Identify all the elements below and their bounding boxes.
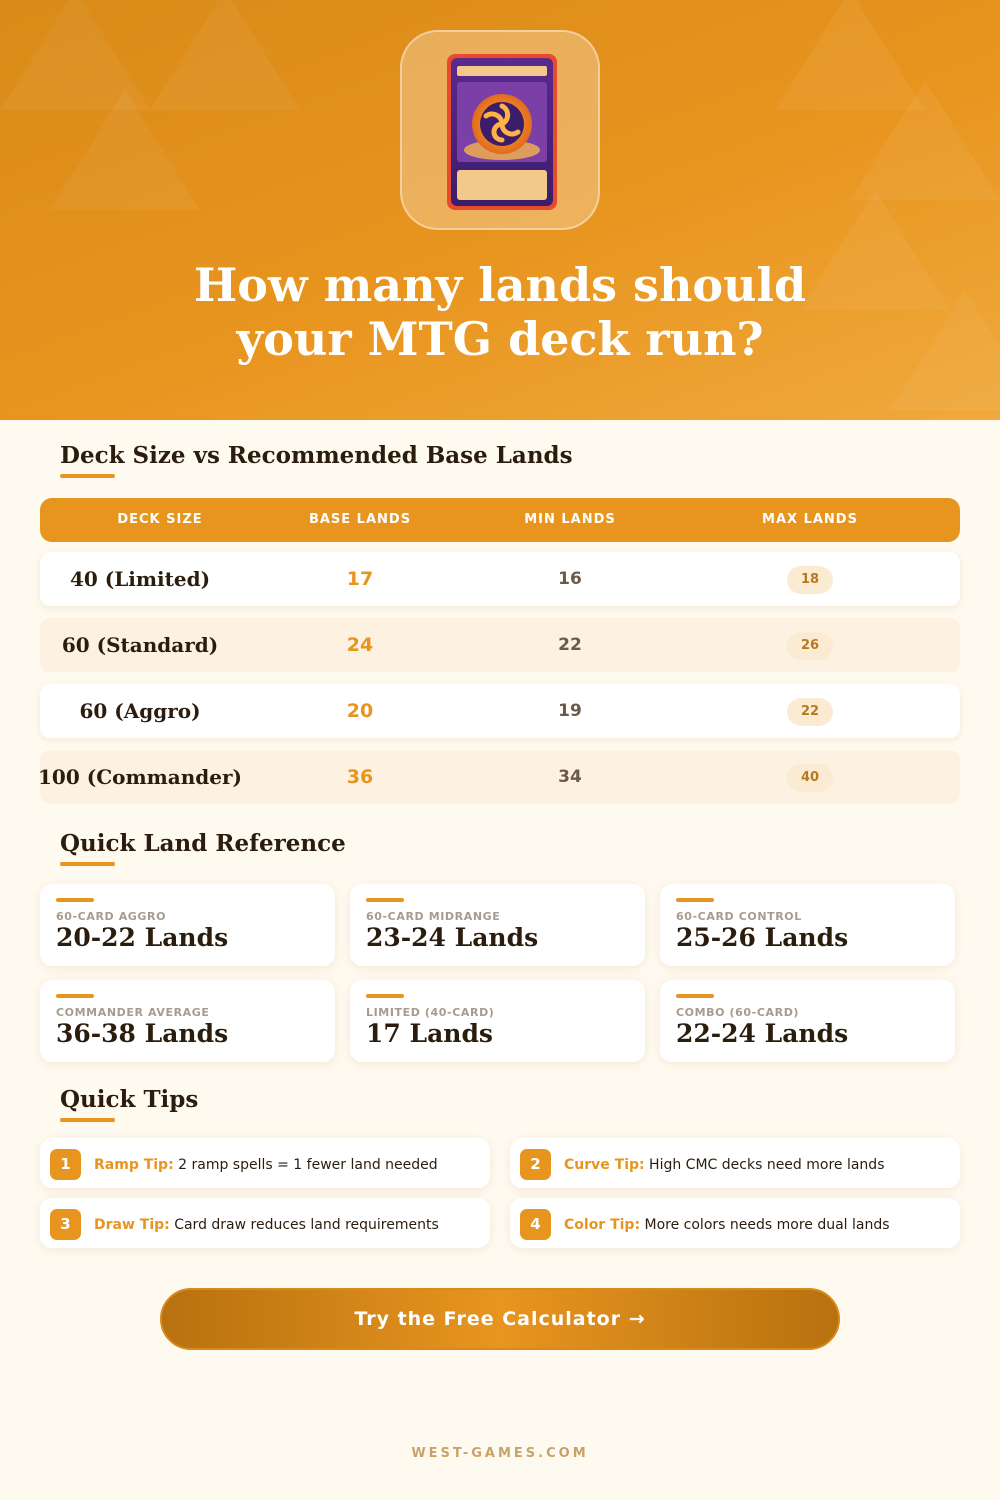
section-underline: [60, 1118, 115, 1122]
tip-item: [40, 1198, 490, 1248]
card-label: COMBO (60-CARD): [676, 1006, 800, 1019]
card-label: LIMITED (40-CARD): [366, 1006, 495, 1019]
cell-deck-size: 100 (Commander): [38, 765, 242, 789]
tip-item: [510, 1138, 960, 1188]
card-label: COMMANDER AVERAGE: [56, 1006, 210, 1019]
table-row: [40, 618, 960, 672]
tip-item: [510, 1198, 960, 1248]
card-value: 36-38 Lands: [56, 1019, 229, 1048]
card-value: 23-24 Lands: [366, 923, 539, 952]
cell-min-lands: 22: [558, 635, 582, 655]
tip-label: Ramp Tip:: [94, 1157, 174, 1173]
card-accent-bar: [676, 898, 714, 902]
cell-min-lands: 16: [558, 569, 582, 589]
tip-item: [40, 1138, 490, 1188]
card-value: 25-26 Lands: [676, 923, 849, 952]
reference-card: [660, 980, 955, 1062]
tips-section-title: Quick Tips: [60, 1086, 199, 1113]
cell-max-lands-badge: 22: [787, 698, 833, 726]
card-value: 22-24 Lands: [676, 1019, 849, 1048]
card-accent-bar: [366, 898, 404, 902]
card-label: 60-CARD AGGRO: [56, 910, 167, 923]
card-label: 60-CARD MIDRANGE: [366, 910, 501, 923]
table-row: [40, 684, 960, 738]
card-accent-bar: [366, 994, 404, 998]
tip-text: Card draw reduces land requirements: [169, 1217, 439, 1233]
decor-triangle: [890, 290, 1000, 410]
mtg-card-icon: [402, 32, 602, 232]
tip-number-badge: 3: [50, 1209, 81, 1240]
section-underline: [60, 862, 115, 866]
cell-min-lands: 34: [558, 767, 582, 787]
tip-text: More colors needs more dual lands: [640, 1217, 890, 1233]
cell-max-lands-badge: 18: [787, 566, 833, 594]
cell-min-lands: 19: [558, 701, 582, 721]
cell-base-lands: 36: [346, 766, 374, 788]
reference-card: [660, 884, 955, 966]
page-title: How many lands should your MTG deck run?: [193, 258, 807, 366]
section-underline: [60, 474, 115, 478]
tip-number-badge: 2: [520, 1149, 551, 1180]
header-base-lands: BASE LANDS: [308, 512, 412, 527]
app-icon-tile: [400, 30, 600, 230]
tip-label: Draw Tip:: [94, 1217, 170, 1233]
header-max-lands: MAX LANDS: [762, 512, 858, 527]
cell-base-lands: 24: [346, 634, 374, 656]
decor-triangle: [850, 80, 1000, 200]
card-label: 60-CARD CONTROL: [676, 910, 802, 923]
tip-label: Color Tip:: [564, 1217, 641, 1233]
card-accent-bar: [56, 898, 94, 902]
header-min-lands: MIN LANDS: [524, 512, 616, 527]
hero-banner: [0, 0, 1000, 420]
cell-max-lands-badge: 40: [787, 764, 833, 792]
cell-base-lands: 17: [346, 568, 374, 590]
tip-number-badge: 1: [50, 1149, 81, 1180]
cell-deck-size: 40 (Limited): [69, 567, 211, 591]
table-row: [40, 750, 960, 804]
footer-site-name: WEST-GAMES.COM: [411, 1446, 589, 1461]
reference-section-title: Quick Land Reference: [60, 830, 346, 857]
card-accent-bar: [56, 994, 94, 998]
header-deck-size: DECK SIZE: [117, 512, 203, 527]
try-calculator-button[interactable]: Try the Free Calculator →: [160, 1288, 840, 1350]
decor-triangle: [50, 90, 200, 210]
tip-text: 2 ramp spells = 1 fewer land needed: [173, 1157, 438, 1173]
reference-card: [40, 980, 335, 1062]
cell-max-lands-badge: 26: [787, 632, 833, 660]
table-section-title: Deck Size vs Recommended Base Lands: [60, 442, 573, 469]
tip-text: High CMC decks need more lands: [644, 1157, 885, 1173]
card-accent-bar: [676, 994, 714, 998]
cell-base-lands: 20: [346, 700, 374, 722]
tip-label: Curve Tip:: [564, 1157, 645, 1173]
cell-deck-size: 60 (Standard): [61, 633, 219, 657]
reference-card: [350, 884, 645, 966]
card-value: 20-22 Lands: [56, 923, 229, 952]
reference-card: [350, 980, 645, 1062]
card-value: 17 Lands: [366, 1019, 494, 1048]
reference-card: [40, 884, 335, 966]
table-row: [40, 552, 960, 606]
table-header: [40, 498, 960, 542]
tip-number-badge: 4: [520, 1209, 551, 1240]
cell-deck-size: 60 (Aggro): [79, 699, 201, 723]
